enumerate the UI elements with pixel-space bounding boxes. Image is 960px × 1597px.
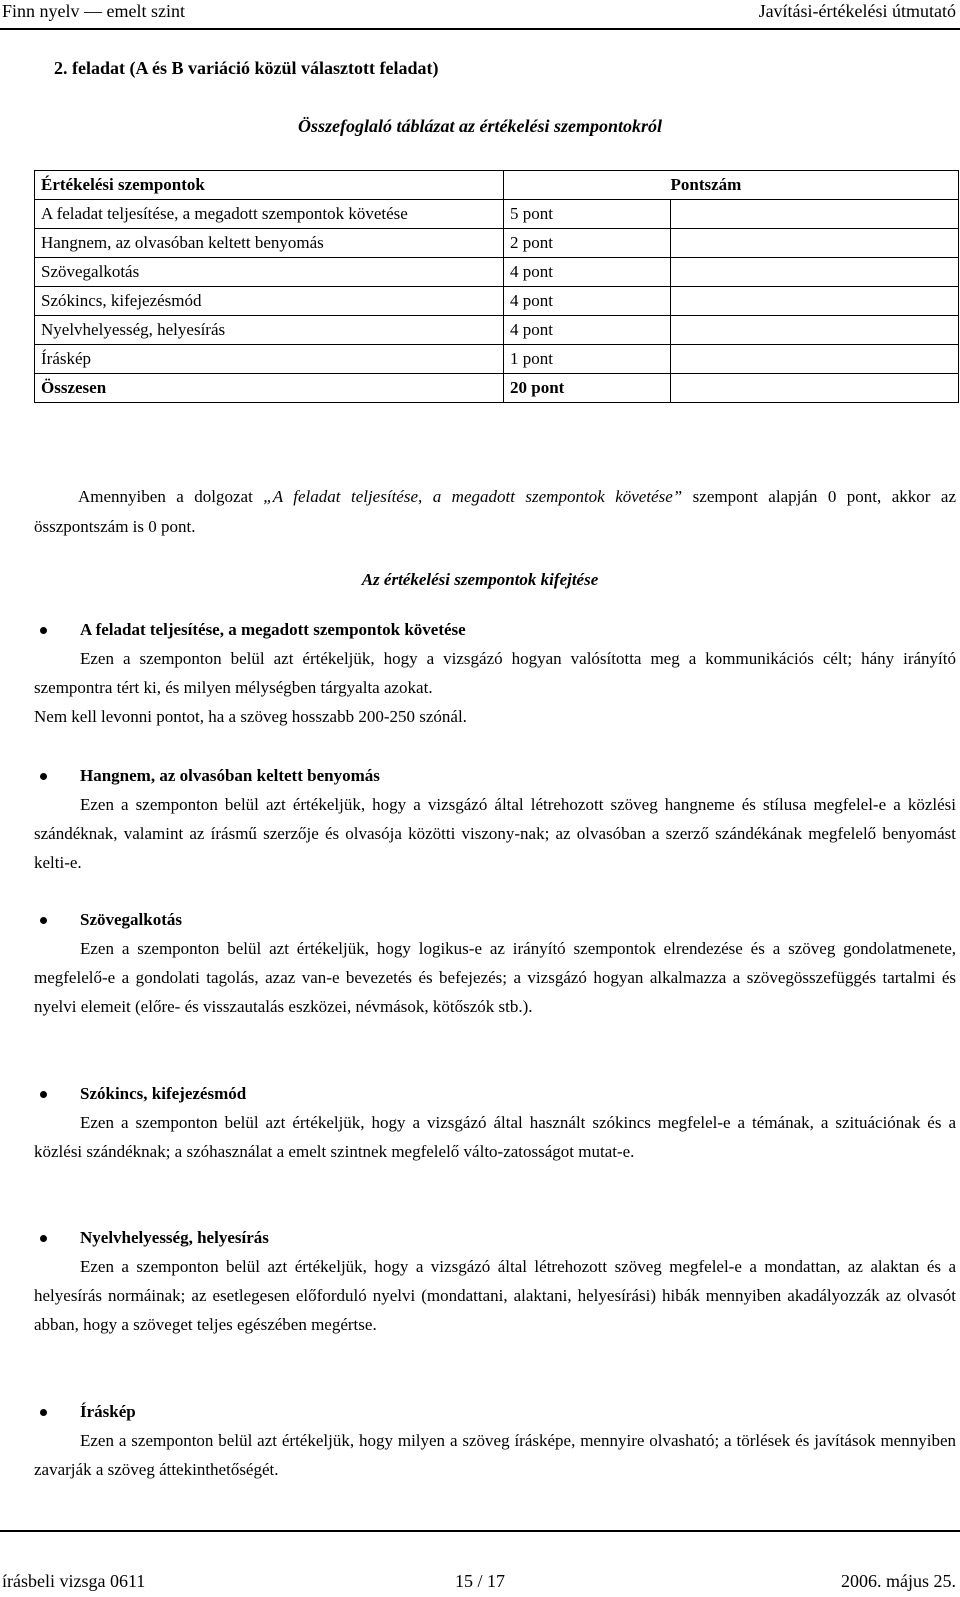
section-body: Ezen a szemponton belül azt értékeljük, hogy a vizsgázó által létrehozott szöveg hangneme és stílusa megfelel-e a közlési szándéknak, valamint az írásmű szerzője és olvasója közötti viszony-nak; az olvasóban a szerző szándékának megfelelő benyomást kelti-e.: [34, 795, 956, 872]
note-text-after: szempont alapján 0 pont, akkor az összpontszám is 0 pont.: [34, 487, 956, 536]
criterion-label: A feladat teljesítése, a megadott szempontok követése: [35, 200, 504, 229]
criterion-points: 5 pont: [504, 200, 671, 229]
criterion-points: 1 pont: [504, 345, 671, 374]
footer-page-number: 15 / 17: [454, 1571, 505, 1591]
score-cell: [671, 200, 959, 229]
criterion-section: [34, 1398, 956, 1484]
bullet-icon: [40, 1091, 47, 1098]
criterion-label: Hangnem, az olvasóban keltett benyomás: [35, 229, 504, 258]
section-heading: [34, 1398, 956, 1426]
criterion-label: Íráskép: [35, 345, 504, 374]
table-title: Összefoglaló táblázat az értékelési szempontokról: [298, 116, 662, 136]
criterion-points: 4 pont: [504, 258, 671, 287]
total-points: 20 pont: [504, 374, 671, 403]
criterion-section: [34, 762, 956, 877]
section-body: Ezen a szemponton belül azt értékeljük, hogy logikus-e az irányító szempontok elrendezése és a szöveg gondolatmenete, megfelelő-e a gondolati tagolás, azaz van-e bevezetés és befejezés; a vizsgázó hogyan alkalmazza a szövegösszefüggés tartalmi és nyelvi elemeit (előre- és visszautalás eszközei, névmások, kötőszók stb.).: [34, 939, 956, 1016]
section-title: Szókincs, kifejezésmód: [80, 1084, 247, 1103]
page-header: [0, 0, 960, 24]
bullet-icon: [40, 917, 47, 924]
header-right-text: Javítási-értékelési útmutató: [758, 1, 956, 21]
section-heading: [34, 906, 956, 934]
total-score-cell: [671, 374, 959, 403]
footer-exam-code: írásbeli vizsga 0611: [2, 1571, 146, 1591]
section-body: Ezen a szemponton belül azt értékeljük, hogy a vizsgázó hogyan valósította meg a kommunikációs célt; hány irányító szempontra tért ki, és milyen mélységben tárgyalta azokat.: [34, 649, 956, 697]
criterion-label: Szövegalkotás: [35, 258, 504, 287]
task-title: 2. feladat (A és B variáció közül választott feladat): [54, 58, 439, 78]
footer-date: 2006. május 25.: [841, 1571, 956, 1591]
criteria-header: Értékelési szempontok: [35, 171, 504, 200]
criterion-section: [34, 906, 956, 1021]
score-cell: [671, 229, 959, 258]
criterion-points: 2 pont: [504, 229, 671, 258]
header-rule: [0, 28, 960, 30]
criterion-section: [34, 1224, 956, 1339]
section-extra: Nem kell levonni pontot, ha a szöveg hosszabb 200-250 szónál.: [34, 707, 467, 726]
score-cell: [671, 258, 959, 287]
points-header: Pontszám: [671, 171, 959, 200]
criterion-points: 4 pont: [504, 287, 671, 316]
note-quoted-criterion: „A feladat teljesítése, a megadott szempontok követése”: [263, 487, 683, 506]
scoring-table: [34, 170, 959, 403]
score-cell: [671, 287, 959, 316]
section-title: Hangnem, az olvasóban keltett benyomás: [80, 766, 380, 785]
bullet-icon: [40, 627, 47, 634]
table-row: [35, 229, 959, 258]
criterion-points: 4 pont: [504, 316, 671, 345]
table-row: [35, 345, 959, 374]
table-header-row: [35, 171, 959, 200]
section-body: Ezen a szemponton belül azt értékeljük, hogy a vizsgázó által használt szókincs megfelel-e a témának, a szituációnak és a közlési szándéknak; a szóhasználat a emelt szintnek megfelelő válto-zatosságot mutat-e.: [34, 1113, 956, 1161]
section-heading: [34, 616, 956, 644]
table-total-row: [35, 374, 959, 403]
criterion-section: [34, 1080, 956, 1166]
section-title: Nyelvhelyesség, helyesírás: [80, 1228, 269, 1247]
header-left-text: Finn nyelv — emelt szint: [2, 1, 185, 21]
score-cell: [671, 316, 959, 345]
bullet-icon: [40, 1409, 47, 1416]
footer-rule: [0, 1530, 960, 1532]
bullet-icon: [40, 1235, 47, 1242]
explanation-title: Az értékelési szempontok kifejtése: [361, 570, 599, 589]
bullet-icon: [40, 773, 47, 780]
section-body: Ezen a szemponton belül azt értékeljük, hogy a vizsgázó által létrehozott szöveg megfelel-e a mondattan, az alaktan és a helyesírás normáinak; az esetlegesen előforduló nyelvi (mondattani, alaktani, helyesírási) hibák mennyiben akadályozzák az olvasót abban, hogy a szöveget teljes egészében megértse.: [34, 1257, 956, 1334]
section-heading: [34, 1080, 956, 1108]
note-text-before: Amennyiben a dolgozat: [78, 487, 264, 506]
criterion-section: [34, 616, 956, 731]
zero-point-note: [34, 482, 956, 542]
table-row: [35, 200, 959, 229]
table-row: [35, 316, 959, 345]
points-header-spacer: [504, 171, 671, 200]
score-cell: [671, 345, 959, 374]
section-title: Szövegalkotás: [80, 910, 182, 929]
total-label: Összesen: [35, 374, 504, 403]
section-title: Íráskép: [80, 1402, 136, 1421]
section-heading: [34, 1224, 956, 1252]
section-heading: [34, 762, 956, 790]
criterion-label: Nyelvhelyesség, helyesírás: [35, 316, 504, 345]
table-row: [35, 258, 959, 287]
criterion-label: Szókincs, kifejezésmód: [35, 287, 504, 316]
section-title: A feladat teljesítése, a megadott szempontok követése: [80, 620, 466, 639]
section-body: Ezen a szemponton belül azt értékeljük, hogy milyen a szöveg írásképe, mennyire olvasható; a törlések és javítások mennyiben zavarják a szöveg áttekinthetőségét.: [34, 1431, 956, 1479]
table-row: [35, 287, 959, 316]
